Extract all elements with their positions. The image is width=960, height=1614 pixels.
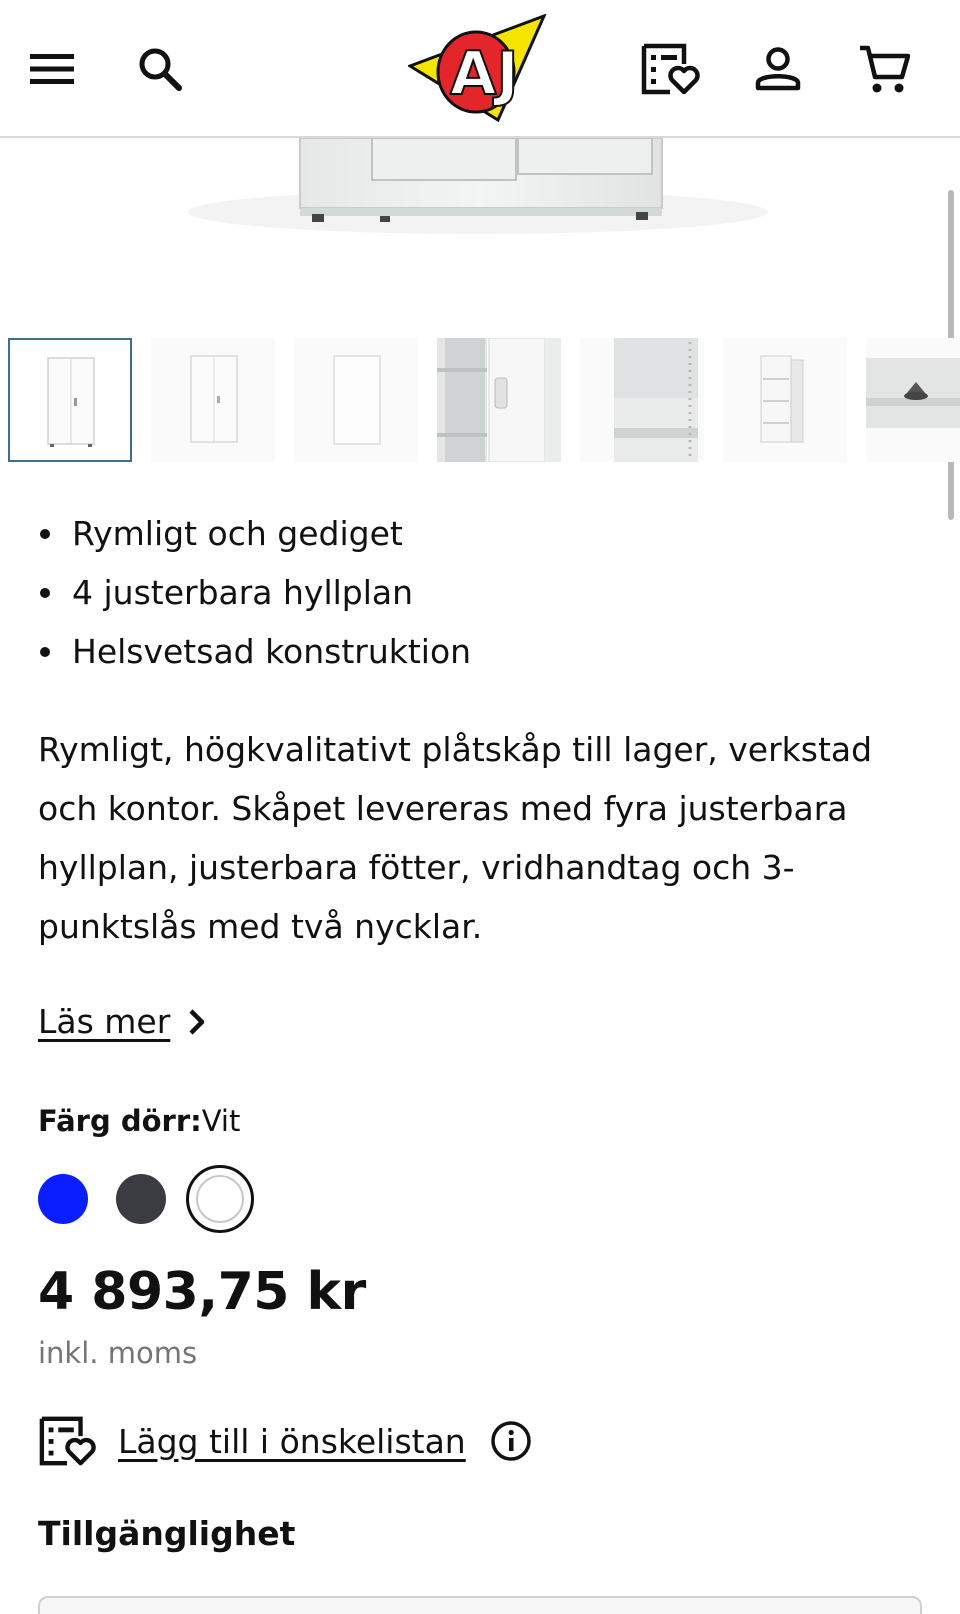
bullet-icon xyxy=(40,647,50,657)
thumbnail-4[interactable] xyxy=(437,338,561,462)
color-swatch-blue[interactable] xyxy=(38,1174,88,1224)
product-description: Rymligt, högkvalitativt plåtskåp till lager, verkstad och kontor. Skåpet levereras med fyra justerbara hyllplan, justerbara fötter, vridhandtag och 3-punktslås med två nycklar. xyxy=(38,730,873,946)
feature-item xyxy=(38,563,918,622)
feature-text: Rymligt och gediget xyxy=(72,514,403,553)
thumbnail-2[interactable] xyxy=(151,338,275,462)
chevron-right-icon xyxy=(188,1008,206,1036)
door-color-heading: Färg dörr: xyxy=(38,1104,202,1138)
wishlist-heart-list-icon xyxy=(38,1414,96,1468)
user-icon[interactable] xyxy=(742,33,814,105)
thumbnail-1[interactable] xyxy=(8,338,132,462)
bullet-icon xyxy=(40,588,50,598)
color-swatch-dark-grey[interactable] xyxy=(116,1174,166,1224)
hamburger-menu-icon[interactable] xyxy=(16,33,88,105)
thumbnail-3[interactable] xyxy=(294,338,418,462)
feature-item xyxy=(38,622,918,681)
wishlist-heart-list-icon[interactable] xyxy=(634,33,706,105)
availability-box[interactable] xyxy=(38,1596,922,1614)
door-color-value: Vit xyxy=(201,1104,241,1138)
search-icon[interactable] xyxy=(124,33,196,105)
thumbnail-strip xyxy=(8,338,960,462)
vat-note: inkl. moms xyxy=(38,1336,198,1370)
thumbnail-7[interactable] xyxy=(866,338,960,462)
aj-logo[interactable] xyxy=(408,14,558,122)
feature-text: 4 justerbara hyllplan xyxy=(72,573,414,612)
swatch-inner xyxy=(196,1175,244,1223)
shopping-cart-icon[interactable] xyxy=(848,33,920,105)
wishlist-label: Lägg till i önskelistan xyxy=(118,1421,466,1461)
color-swatch-white-selected[interactable] xyxy=(186,1165,254,1233)
feature-item xyxy=(38,504,918,563)
read-more-label: Läs mer xyxy=(38,1002,171,1041)
product-price: 4 893,75 kr xyxy=(38,1262,366,1322)
site-header xyxy=(0,0,960,138)
availability-heading: Tillgänglighet xyxy=(38,1514,296,1553)
thumbnail-5[interactable] xyxy=(580,338,704,462)
logo-text: AJ xyxy=(450,39,519,109)
thumbnail-6[interactable] xyxy=(723,338,847,462)
read-more-link[interactable] xyxy=(38,1002,206,1041)
feature-text: Helsvetsad konstruktion xyxy=(72,632,472,671)
add-to-wishlist-link[interactable] xyxy=(38,1414,532,1468)
door-color-label xyxy=(38,1104,240,1138)
info-icon[interactable] xyxy=(490,1420,532,1462)
product-feature-list xyxy=(38,504,918,681)
bullet-icon xyxy=(40,529,50,539)
product-main-image[interactable] xyxy=(0,138,960,318)
